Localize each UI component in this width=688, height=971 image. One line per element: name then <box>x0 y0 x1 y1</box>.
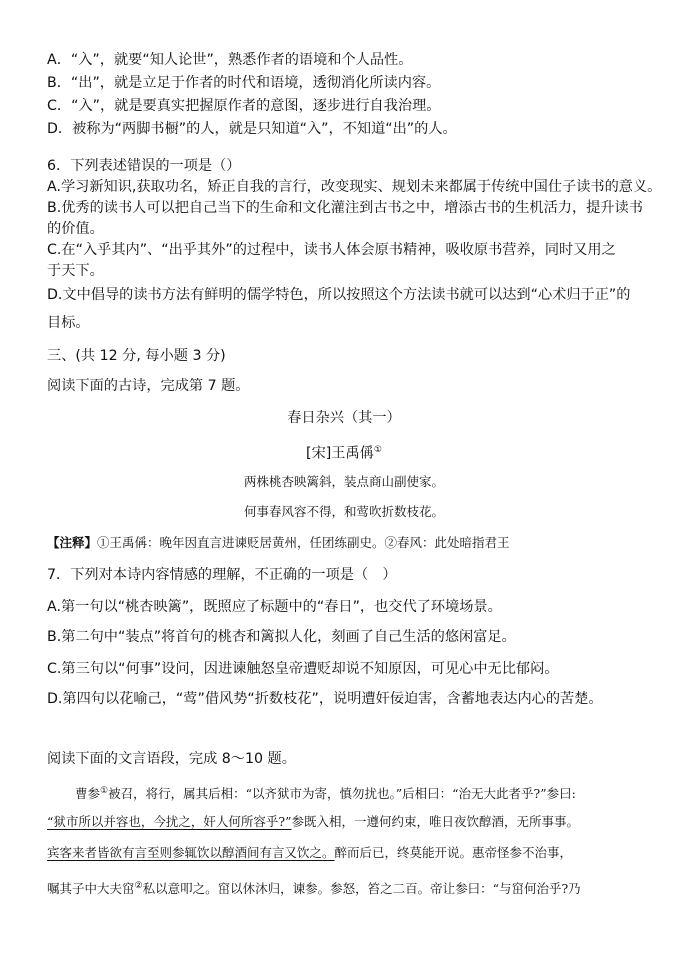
classical-text: 曹参 <box>75 786 101 802</box>
annotation-label: 【注释】 <box>47 535 98 550</box>
footnote-mark: ① <box>373 445 382 455</box>
poem-title: 春日杂兴（其一） <box>287 410 401 426</box>
q6-option-d-line1: D.文中倡导的读书方法有鲜明的儒学特色，所以按照这个方法读书就可以达到“心术归于正”的 <box>47 287 631 303</box>
q6-option-a: A.学习新知识,获取功名，矫正自我的言行，改变现实、规划未来都属于传统中国仕子读书的意义。 <box>47 179 662 195</box>
q7-option-d: D.第四句以花喻己，“莺”借风势“折数枝花”，说明遭奸佞迫害，含蓄地表达内心的苦楚。 <box>47 691 603 707</box>
q6-option-d-line2: 目标。 <box>47 315 90 331</box>
classical-line-1 <box>75 781 576 804</box>
classical-text: 参既入相，一遵何约束，唯日夜饮醇酒，无所事事。 <box>291 814 579 829</box>
q6-option-b-line1: B.优秀的读书人可以把自己当下的生命和文化灌注到古书之中，增添古书的生机活力，提升读书 <box>47 200 643 216</box>
footnote-mark: ① <box>100 786 109 796</box>
classical-line-2 <box>47 812 579 832</box>
poem-annotation <box>47 533 510 553</box>
q6-option-b-line2: 的价值。 <box>47 221 104 237</box>
section-three-heading: 三、(共 12 分, 每小题 3 分) <box>47 348 226 364</box>
q6-stem: 6．下列表述错误的一项是（） <box>47 158 241 174</box>
q7-option-b: B.第二句中“装点”将首句的桃杏和篱拟人化，刻画了自己生活的悠闲富足。 <box>47 629 516 645</box>
q5-option-b: B．“出”，就是立足于作者的时代和语境，透彻消化所读内容。 <box>47 75 441 91</box>
classical-line-4 <box>47 876 581 899</box>
footnote-mark: ② <box>134 881 143 891</box>
q7-option-a: A.第一句以“桃杏映篱”，既照应了标题中的“春日”，也交代了环境场景。 <box>47 599 502 615</box>
q6-option-c-line1: C.在“入乎其内”、“出乎其外”的过程中，读书人体会原书精神，吸收原书营养，同时又用之 <box>47 242 616 258</box>
poem-author <box>0 440 688 464</box>
classical-text: 醉而后已，终莫能开说。惠帝怪参不治事， <box>334 845 573 860</box>
annotation-text: ①王禹偁：晚年因直言进谏贬居黄州，任团练副史。②春风：此处暗指君王 <box>97 535 510 550</box>
poem-intro: 阅读下面的古诗，完成第 7 题。 <box>47 378 250 394</box>
q5-option-a: A．“入”，就要“知人论世”，熟悉作者的语境和个人品性。 <box>47 52 413 68</box>
q7-option-c: C.第三句以“何事”设问，因进谏触怒皇帝遭贬却说不知原因，可见心中无比郁闷。 <box>47 661 559 677</box>
q5-option-c: C．“入”，就是要真实把握原作者的意图，逐步进行自我治理。 <box>47 98 441 114</box>
q7-stem: 7．下列对本诗内容情感的理解，不正确的一项是（ ） <box>47 567 397 583</box>
poem-author-name: [宋]王禹偁 <box>306 445 374 462</box>
classical-text: 私以意叩之。窋以休沐归，谏参。参怒，笞之二百。帝让参曰：“与窋何治乎?乃 <box>142 881 581 897</box>
q5-option-d: D．被称为“两脚书橱”的人，就是只知道“入”，不知道“出”的人。 <box>47 121 457 137</box>
poem-line-1: 两株桃杏映篱斜，装点商山副使家。 <box>243 474 444 489</box>
classical-intro: 阅读下面的文言语段，完成 8～10 题。 <box>47 751 296 767</box>
underlined-sentence: “狱市所以并容也，今扰之，奸人何所容乎?” <box>47 814 292 829</box>
classical-line-3 <box>47 843 572 863</box>
underlined-sentence: 宾客来者皆欲有言至则参辄饮以醇酒间有言又饮之。 <box>47 845 335 860</box>
q6-option-c-line2: 于天下。 <box>47 263 104 279</box>
classical-text: 嘱其子中大夫窋 <box>47 881 135 897</box>
classical-text: 被召，将行，属其后相：“以齐狱市为寄，慎勿扰也。”后相曰：“治无大此者乎?”参曰: <box>108 786 576 802</box>
poem-line-2: 何事春风容不得，和莺吹折数枝花。 <box>243 504 444 519</box>
